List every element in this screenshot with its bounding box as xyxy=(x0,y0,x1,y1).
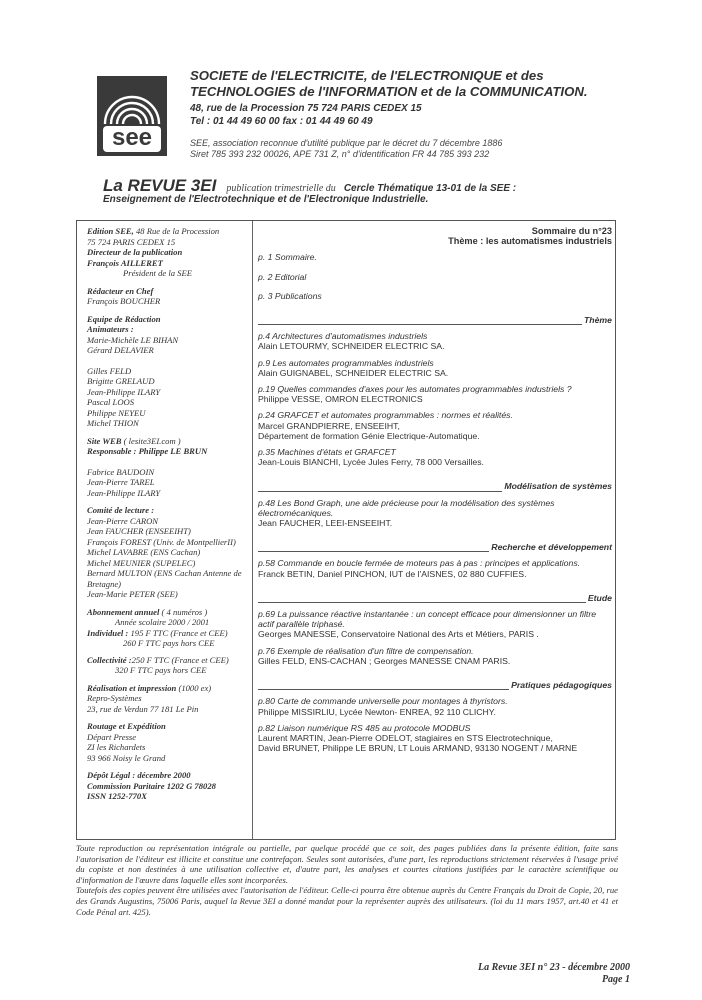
realisation-block xyxy=(87,683,252,715)
article-entry xyxy=(258,410,612,441)
revue-title: La REVUE 3EI xyxy=(103,176,217,195)
revue-cercle: Cercle Thématique 13-01 de la SEE : xyxy=(343,183,517,194)
footer-page-number: Page 1 xyxy=(601,974,630,985)
edition-addr2: 75 724 PARIS CEDEX 15 xyxy=(87,236,176,247)
article-authors: Laurent MARTIN, Jean-Pierre ODELOT, stagiaires en STS Electrotechnique, xyxy=(258,732,553,743)
individuel-price-1: 195 F TTC (France et CEE) xyxy=(130,627,228,638)
routage-block xyxy=(87,721,252,763)
sommaire-page-entry: p. 1 Sommaire. xyxy=(258,252,317,263)
org-association-info xyxy=(190,138,502,160)
sommaire-title: Sommaire du n°23 xyxy=(531,226,612,236)
equipe-block xyxy=(87,314,252,429)
comite-member: Michel MEUNIER (SUPELEC) xyxy=(87,557,196,568)
section-heading xyxy=(258,680,612,690)
org-name-line1: SOCIETE de l'ELECTRICITE, de l'ELECTRONIQUE et des xyxy=(190,68,544,83)
article-authors: Marcel GRANDPIERRE, ENSEEIHT, xyxy=(258,420,400,431)
sommaire-theme: Thème : les automatismes industriels xyxy=(448,236,612,247)
article-title: p.19 Quelles commandes d'axes pour les automates programmables industriels ? xyxy=(258,384,572,395)
depot-line: Commission Paritaire 1202 G 78028 xyxy=(87,780,216,791)
section-label: Modélisation de systèmes xyxy=(504,481,612,492)
article-title: p.24 GRAFCET et automates programmables : normes et réalités. xyxy=(258,410,513,421)
section-rule xyxy=(258,596,586,603)
abonnement-block xyxy=(87,607,252,676)
article-entry xyxy=(258,384,612,404)
sommaire-sections xyxy=(258,315,612,753)
article-authors: Alain GUIGNABEL, SCHNEIDER ELECTRIC SA. xyxy=(258,367,449,378)
article-authors: Gilles FELD, ENS-CACHAN ; Georges MANESSE CNAM PARIS. xyxy=(258,655,511,666)
directeur-role: Président de la SEE xyxy=(123,268,192,278)
web-team-member: Jean-Pierre TAREL xyxy=(87,477,155,487)
realisation-name: Repro-Systèmes xyxy=(87,693,142,703)
web-block xyxy=(87,436,252,499)
abonnement-label: Abonnement annuel xyxy=(87,606,160,617)
equipe-member: Philippe NEYEU xyxy=(87,407,146,418)
article-authors: Département de formation Génie Electrique-Automatique. xyxy=(258,430,480,441)
equipe-member: Pascal LOOS xyxy=(87,397,135,407)
section-heading xyxy=(258,315,612,325)
web-value: ( lesite3EI.com ) xyxy=(123,435,181,446)
see-logo-icon xyxy=(97,76,167,156)
individuel-label: Individuel : xyxy=(87,627,129,638)
routage-label: Routage et Expédition xyxy=(87,721,166,731)
realisation-addr: 23, rue de Verdun 77 181 Le Pin xyxy=(87,703,199,714)
equipe-label: Equipe de Rédaction xyxy=(87,313,161,324)
realisation-label: Réalisation et impression xyxy=(87,682,177,693)
redacteur-block xyxy=(87,286,252,307)
section-label: Recherche et développement xyxy=(491,542,612,553)
section-heading xyxy=(258,481,612,491)
article-entry xyxy=(258,609,612,640)
masthead-column xyxy=(87,226,252,809)
routage-line: Départ Presse xyxy=(87,731,137,742)
article-authors: Jean-Louis BIANCHI, Lycée Jules Ferry, 78 000 Versailles. xyxy=(258,457,484,468)
article-entry xyxy=(258,558,612,578)
web-team-member: Jean-Philippe ILARY xyxy=(87,487,161,498)
edition-addr1: 48 Rue de la Procession xyxy=(135,226,220,236)
section-heading xyxy=(258,542,612,552)
section-rule xyxy=(258,485,502,492)
article-title: p.35 Machines d'états et GRAFCET xyxy=(258,447,396,458)
article-title: p.76 Exemple de réalisation d'un filtre de compensation. xyxy=(258,645,474,656)
sommaire-page-entry: p. 2 Editorial xyxy=(258,271,307,282)
abonnement-num: ( 4 numéros ) xyxy=(161,606,208,617)
individuel-price-2: 260 F TTC pays hors CEE xyxy=(123,638,215,648)
equipe-member: Brigitte GRELAUD xyxy=(87,376,155,386)
revue-title-line xyxy=(103,176,683,196)
directeur-label: Directeur de la publication xyxy=(87,247,183,257)
redacteur-label: Rédacteur en Chef xyxy=(87,285,154,296)
article-entry xyxy=(258,358,612,378)
revue-publication: publication trimestrielle du xyxy=(226,183,336,194)
animateur-name: Marie-Michèle LE BIHAN xyxy=(87,334,179,345)
sommaire-page-entry: p. 3 Publications xyxy=(258,290,322,301)
org-name-line2: TECHNOLOGIES de l'INFORMATION et de la COMMUNICATION. xyxy=(190,84,588,99)
article-authors: David BRUNET, Philippe LE BRUN, LT Louis ARMAND, 93130 NOGENT / MARNE xyxy=(258,743,578,754)
comite-member: Jean-Marie PETER (SEE) xyxy=(87,589,178,599)
animateur-name: Gérard DELAVIER xyxy=(87,345,154,355)
web-responsable: Responsable : Philippe LE BRUN xyxy=(87,446,208,456)
assoc-line2: Siret 785 393 232 00026, APE 731 Z, n° d'identification FR 44 785 393 232 xyxy=(190,149,490,159)
article-title: p.4 Architectures d'automatismes industriels xyxy=(258,331,428,342)
article-title: p.48 Les Bond Graph, une aide précieuse pour la modélisation des systèmes électromécaniques. xyxy=(258,497,555,518)
org-phone: Tel : 01 44 49 60 00 fax : 01 44 49 60 49 xyxy=(190,116,373,127)
section-rule xyxy=(258,318,582,325)
article-authors: Alain LETOURMY, SCHNEIDER ELECTRIC SA. xyxy=(258,341,445,352)
legal-notice xyxy=(76,843,618,917)
edition-label: Edition SEE, xyxy=(87,226,134,236)
comite-member: Jean FAUCHER (ENSEEIHT) xyxy=(87,526,191,536)
article-entry xyxy=(258,646,612,666)
article-authors: Franck BETIN, Daniel PINCHON, IUT de l'AISNES, 02 880 CUFFIES. xyxy=(258,568,527,579)
depot-block xyxy=(87,770,252,802)
article-authors: Philippe MISSIRLIU, Lycée Newton- ENREA, 92 110 CLICHY. xyxy=(258,706,496,717)
sommaire-column xyxy=(258,226,612,759)
article-title: p.9 Les automates programmables industriels xyxy=(258,357,434,368)
legal-paragraph: Toutefois des copies peuvent être utilisées avec l'autorisation de l'éditeur. Celle-ci pourra être obtenue auprès du Centre Français du Droit de Copie, 20, rue des Grands Augustins, 75006 Paris, auquel la Revue 3EI a donné mandat pour la représenter auprès des utilisateurs. (loi du 11 mars 1957, art.40 et 41 et Code Pénal art. 425). xyxy=(76,885,618,917)
comite-member: Jean-Pierre CARON xyxy=(87,515,159,526)
revue-subtitle: Enseignement de l'Electrotechnique et de l'Electronique Industrielle. xyxy=(103,194,429,205)
article-entry xyxy=(258,447,612,467)
organisation-header xyxy=(190,68,670,128)
logo-text: see xyxy=(111,124,153,151)
edition-block xyxy=(87,226,252,279)
article-title: p.80 Carte de commande universelle pour montages à thyristors. xyxy=(258,696,508,707)
depot-line: Dépôt Légal : décembre 2000 xyxy=(87,770,191,780)
section-rule xyxy=(258,683,509,690)
legal-paragraph: Toute reproduction ou représentation intégrale ou partielle, par quelque procédé que ce soit, des pages publiées dans la présente édition, faite sans l'autorisation de l'éditeur est illicite et constitue une contrefaçon. Seules sont autorisées, d'une part, les reproductions strictement réservées à l'usage privé du copiste et non destinées à une utilisation collective et, d'autre part, les analyses et courtes citations justifiées par le caractère scientifique ou d'information de l'œuvre dans laquelle elles sont incorporées. xyxy=(76,843,618,885)
article-title: p.82 Liaison numérique RS 485 au protocole MODBUS xyxy=(258,722,471,733)
article-entry xyxy=(258,696,612,716)
article-title: p.58 Commande en boucle fermée de moteurs pas à pas : principes et applications. xyxy=(258,558,581,569)
web-team-member: Fabrice BAUDOIN xyxy=(87,466,155,477)
collectivite-price-1: 250 F TTC (France et CEE) xyxy=(131,654,229,665)
footer-issue: La Revue 3EI n° 23 - décembre 2000 xyxy=(477,962,630,973)
routage-line: 93 966 Noisy le Grand xyxy=(87,752,166,763)
comite-member: Bernard MULTON (ENS Cachan Antenne de Bretagne) xyxy=(87,568,242,589)
article-authors: Jean FAUCHER, LEEI-ENSEEIHT. xyxy=(258,518,393,529)
comite-label: Comité de lecture : xyxy=(87,505,155,515)
realisation-ex: (1000 ex) xyxy=(178,682,212,693)
directeur-name: François AILLERET xyxy=(87,257,163,268)
animateurs-label: Animateurs : xyxy=(87,324,134,334)
org-address: 48, rue de la Procession 75 724 PARIS CEDEX 15 xyxy=(190,103,422,114)
abonnement-annee: Année scolaire 2000 / 2001 xyxy=(115,617,210,627)
routage-line: ZI les Richardets xyxy=(87,742,146,752)
equipe-member: Jean-Philippe ILARY xyxy=(87,386,161,397)
equipe-member: Michel THION xyxy=(87,418,139,428)
article-authors: Georges MANESSE, Conservatoire National des Arts et Métiers, PARIS . xyxy=(258,629,539,640)
assoc-line1: SEE, association reconnue d'utilité publique par le décret du 7 décembre 1886 xyxy=(190,138,503,148)
column-divider xyxy=(252,221,253,839)
article-title: p.69 La puissance réactive instantanée : un concept efficace pour dimensionner un filtre actif parallèle triphasé. xyxy=(258,609,597,630)
section-label: Thème xyxy=(583,315,612,326)
section-heading xyxy=(258,593,612,603)
collectivite-price-2: 320 F TTC pays hors CEE xyxy=(115,665,207,675)
article-entry xyxy=(258,498,612,529)
section-rule xyxy=(258,545,489,552)
comite-block xyxy=(87,505,252,600)
collectivite-label: Collectivité : xyxy=(87,654,132,665)
web-label: Site WEB xyxy=(87,435,122,446)
article-entry xyxy=(258,723,612,754)
section-label: Etude xyxy=(587,592,612,603)
section-label: Pratiques pédagogiques xyxy=(511,680,612,691)
redacteur-name: François BOUCHER xyxy=(87,296,161,306)
comite-member: François FOREST (Univ. de MontpellierII) xyxy=(87,536,236,547)
equipe-member: Gilles FELD xyxy=(87,365,132,376)
comite-member: Michel LAVABRE (ENS Cachan) xyxy=(87,547,201,557)
article-authors: Philippe VESSE, OMRON ELECTRONICS xyxy=(258,394,423,405)
article-entry xyxy=(258,331,612,351)
depot-line: ISSN 1252-770X xyxy=(87,791,147,801)
